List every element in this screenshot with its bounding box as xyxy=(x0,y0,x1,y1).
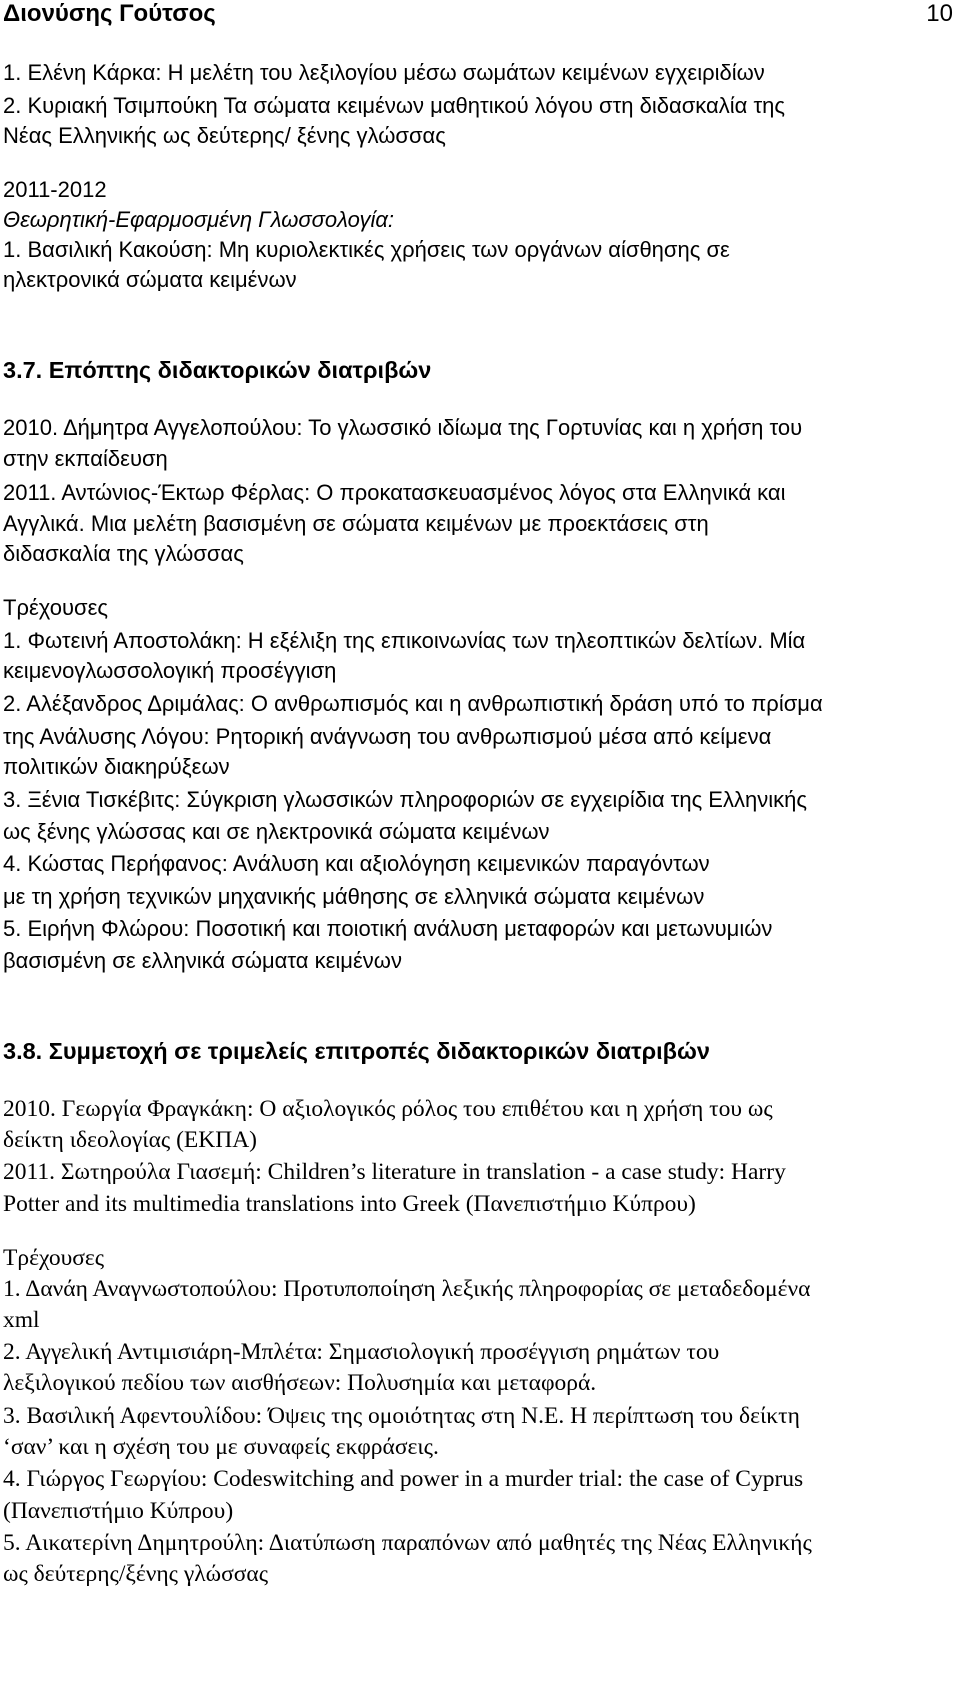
page-header xyxy=(3,0,953,32)
list-item: 1. Βασιλική Κακούση: Μη κυριολεκτικές χρήσεις των οργάνων αίσθησης σε xyxy=(3,237,730,262)
entry-line: xml xyxy=(3,1307,40,1333)
section-heading: 3.7. Επόπτης διδακτορικών διατριβών xyxy=(3,357,432,383)
author-name: Διονύσης Γούτσος xyxy=(3,0,216,27)
subheading-current: Τρέχουσες xyxy=(3,1245,105,1271)
entry-line: 4. Γιώργος Γεωργίου: Codeswitching and power in a murder trial: the case of Cyprus xyxy=(3,1466,804,1492)
entry-line: 1. Δανάη Αναγνωστοπούλου: Προτυποποίηση λεξικής πληροφορίας σε μεταδεδομένα xyxy=(3,1276,811,1302)
entry-line: 2. Αλέξανδρος Δριμάλας: Ο ανθρωπισμός και η ανθρωπιστική δράση υπό το πρίσμα xyxy=(3,691,823,716)
entry-line: Potter and its multimedia translations into Greek (Πανεπιστήμιο Κύπρου) xyxy=(3,1191,696,1217)
list-item-continued: ηλεκτρονικά σώματα κειμένων xyxy=(3,267,297,292)
entry-line: δείκτη ιδεολογίας (ΕΚΠΑ) xyxy=(3,1127,257,1153)
entry-line: πολιτικών διακηρύξεων xyxy=(3,754,230,779)
entry-line: βασισμένη σε ελληνικά σώματα κειμένων xyxy=(3,948,402,973)
entry-line: 2011. Σωτηρούλα Γιασεμή: Children’s literature in translation - a case study: Harry xyxy=(3,1159,786,1185)
entry-line: Αγγλικά. Μια μελέτη βασισμένη σε σώματα κειμένων με προεκτάσεις στη xyxy=(3,511,709,536)
list-item: 2. Κυριακή Τσιμπούκη Τα σώματα κειμένων μαθητικού λόγου στη διδασκαλία της xyxy=(3,93,785,118)
field-label: Θεωρητική-Εφαρμοσμένη Γλωσσολογία: xyxy=(3,207,395,232)
entry-line: (Πανεπιστήμιο Κύπρου) xyxy=(3,1498,234,1524)
list-item: 1. Ελένη Κάρκα: Η μελέτη του λεξιλογίου μέσω σωμάτων κειμένων εγχειριδίων xyxy=(3,60,765,85)
entry-line: 4. Κώστας Περήφανος: Ανάλυση και αξιολόγηση κειμενικών παραγόντων xyxy=(3,851,710,876)
entry-line: 1. Φωτεινή Αποστολάκη: Η εξέλιξη της επικοινωνίας των τηλεοπτικών δελτίων. Μία xyxy=(3,628,806,653)
entry-line: 5. Αικατερίνη Δημητρούλη: Διατύπωση παραπόνων από μαθητές της Νέας Ελληνικής xyxy=(3,1530,812,1556)
entry-line: ως δεύτερης/ξένης γλώσσας xyxy=(3,1561,269,1587)
year-label: 2011-2012 xyxy=(3,177,107,202)
entry-line: κειμενογλωσσολογική προσέγγιση xyxy=(3,658,337,683)
entry-line: ‘σαν’ και η σχέση του με συναφείς εκφράσεις. xyxy=(3,1434,439,1460)
entry-line: 5. Ειρήνη Φλώρου: Ποσοτική και ποιοτική ανάλυση μεταφορών και μετωνυμιών xyxy=(3,916,773,941)
entry-line: 2010. Δήμητρα Αγγελοπούλου: Το γλωσσικό ιδίωμα της Γορτυνίας και η χρήση του xyxy=(3,415,803,440)
list-item-continued: Νέας Ελληνικής ως δεύτερης/ ξένης γλώσσας xyxy=(3,123,446,148)
entry-line: με τη χρήση τεχνικών μηχανικής μάθησης σε ελληνικά σώματα κειμένων xyxy=(3,884,705,909)
entry-line: 2010. Γεωργία Φραγκάκη: Ο αξιολογικός ρόλος του επιθέτου και η χρήση του ως xyxy=(3,1096,773,1122)
entry-line: 3. Βασιλική Αφεντουλίδου: Όψεις της ομοιότητας στη Ν.Ε. Η περίπτωση του δείκτη xyxy=(3,1403,800,1429)
entry-line: στην εκπαίδευση xyxy=(3,446,168,471)
entry-line: διδασκαλία της γλώσσας xyxy=(3,541,244,566)
page-number: 10 xyxy=(926,0,953,27)
entry-line: 2011. Αντώνιος-Έκτωρ Φέρλας: Ο προκατασκευασμένος λόγος στα Ελληνικά και xyxy=(3,480,786,505)
entry-line: λεξιλογικού πεδίου των αισθήσεων: Πολυσημία και μεταφορά. xyxy=(3,1370,597,1396)
entry-line: 3. Ξένια Τισκέβιτς: Σύγκριση γλωσσικών πληροφοριών σε εγχειρίδια της Ελληνικής xyxy=(3,787,807,812)
entry-line: 2. Αγγελική Αντιμισιάρη-Μπλέτα: Σημασιολογική προσέγγιση ρημάτων του xyxy=(3,1339,720,1365)
subheading-current: Τρέχουσες xyxy=(3,595,108,620)
entry-line: ως ξένης γλώσσας και σε ηλεκτρονικά σώματα κειμένων xyxy=(3,819,550,844)
section-heading: 3.8. Συμμετοχή σε τριμελείς επιτροπές διδακτορικών διατριβών xyxy=(3,1038,710,1064)
entry-line: της Ανάλυσης Λόγου: Ρητορική ανάγνωση του ανθρωπισμού μέσα από κείμενα xyxy=(3,724,772,749)
